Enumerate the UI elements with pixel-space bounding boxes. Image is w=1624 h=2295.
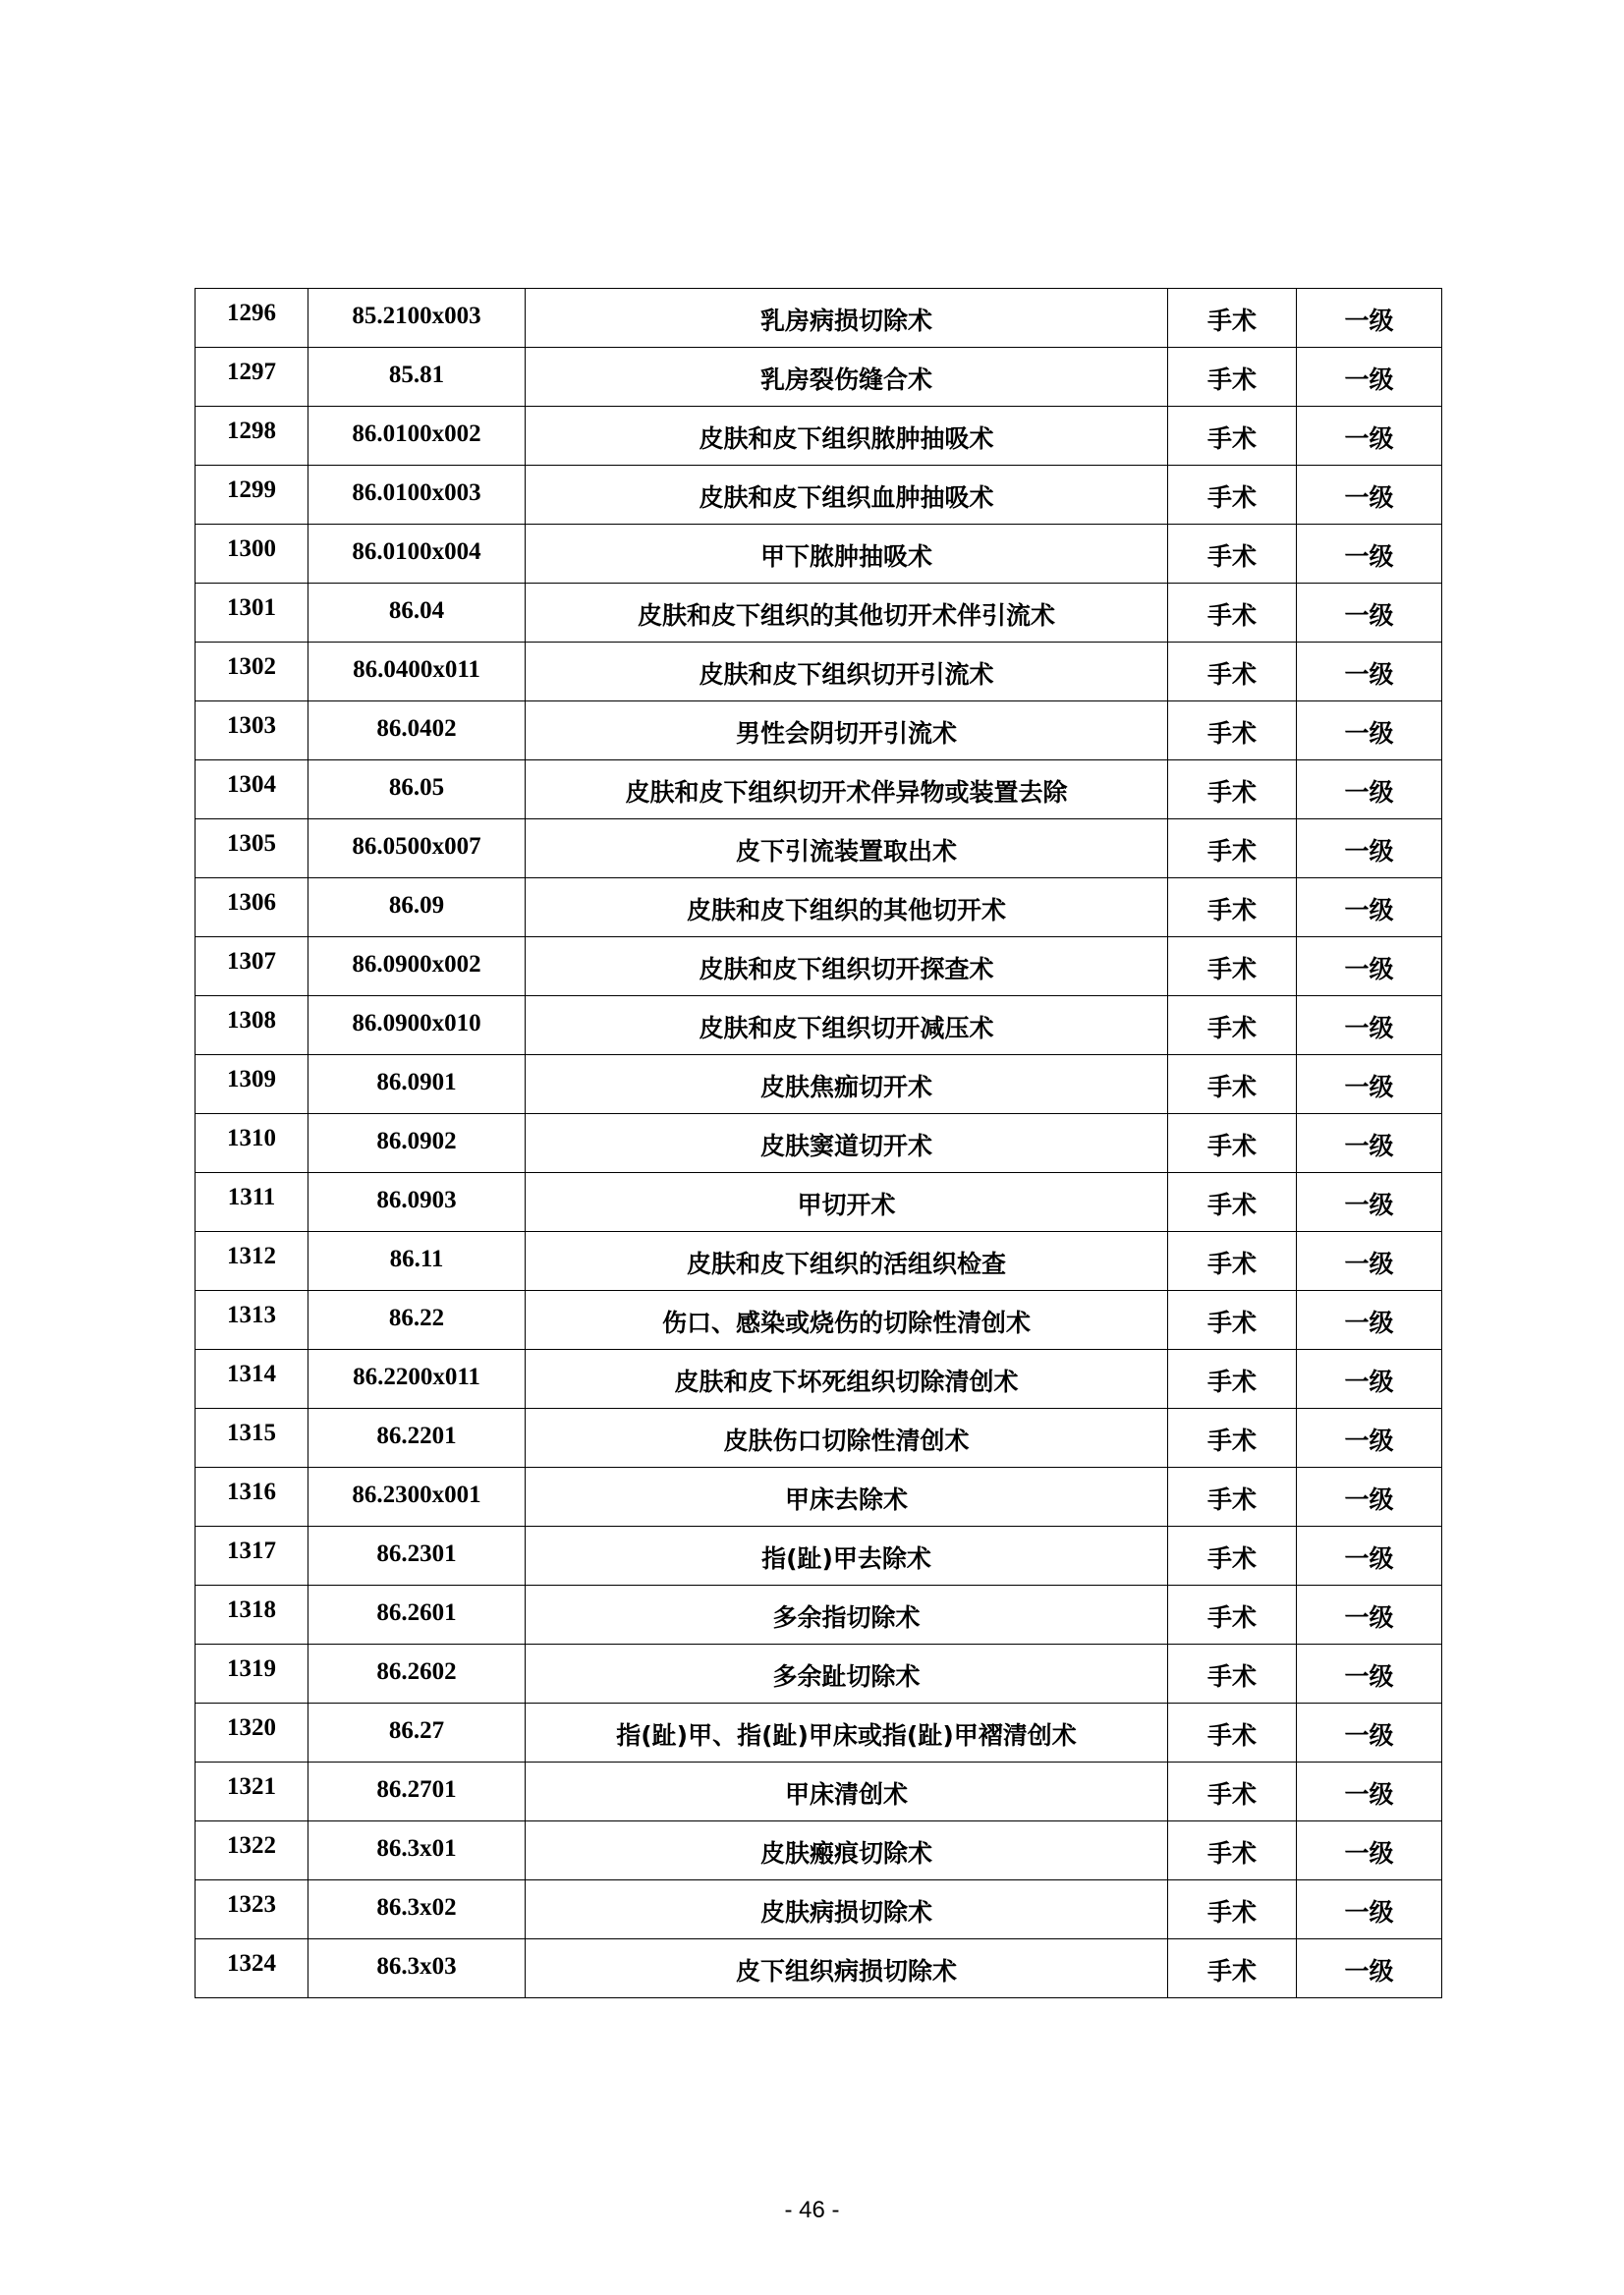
procedure-level-cell: 一级: [1297, 1586, 1442, 1645]
procedure-type-cell: 手术: [1168, 1173, 1297, 1232]
table-row: [196, 1527, 1442, 1586]
row-number-cell: 1320: [196, 1704, 308, 1763]
procedure-name-cell: 皮肤和皮下组织切开探查术: [526, 937, 1168, 996]
procedure-name-cell: 甲床去除术: [526, 1468, 1168, 1527]
procedure-type-cell: 手术: [1168, 1232, 1297, 1291]
procedure-level-cell: 一级: [1297, 878, 1442, 937]
procedure-code-cell: 86.3x01: [308, 1821, 526, 1880]
row-number-cell: 1298: [196, 407, 308, 466]
procedure-level-cell: 一级: [1297, 643, 1442, 701]
procedure-name-cell: 乳房裂伤缝合术: [526, 348, 1168, 407]
row-number-cell: 1300: [196, 525, 308, 584]
row-number-cell: 1312: [196, 1232, 308, 1291]
procedure-type-cell: 手术: [1168, 937, 1297, 996]
procedure-name-cell: 皮肤和皮下坏死组织切除清创术: [526, 1350, 1168, 1409]
procedure-code-cell: 86.05: [308, 760, 526, 819]
procedure-name-cell: 甲床清创术: [526, 1763, 1168, 1821]
procedure-type-cell: 手术: [1168, 1114, 1297, 1173]
table-row: [196, 1645, 1442, 1704]
table-row: [196, 1350, 1442, 1409]
table-row: [196, 1232, 1442, 1291]
row-number-cell: 1311: [196, 1173, 308, 1232]
procedure-code-cell: 86.0500x007: [308, 819, 526, 878]
procedure-name-cell: 皮肤和皮下组织切开减压术: [526, 996, 1168, 1055]
table-row: [196, 1409, 1442, 1468]
procedure-level-cell: 一级: [1297, 1409, 1442, 1468]
procedure-code-cell: 86.3x02: [308, 1880, 526, 1939]
table-row: [196, 584, 1442, 643]
procedure-type-cell: 手术: [1168, 348, 1297, 407]
procedure-code-cell: 86.0402: [308, 701, 526, 760]
procedure-level-cell: 一级: [1297, 937, 1442, 996]
procedure-type-cell: 手术: [1168, 1586, 1297, 1645]
procedure-level-cell: 一级: [1297, 760, 1442, 819]
procedure-name-cell: 甲下脓肿抽吸术: [526, 525, 1168, 584]
procedure-type-cell: 手术: [1168, 1880, 1297, 1939]
row-number-cell: 1301: [196, 584, 308, 643]
row-number-cell: 1304: [196, 760, 308, 819]
procedure-type-cell: 手术: [1168, 1055, 1297, 1114]
procedure-code-cell: 86.2601: [308, 1586, 526, 1645]
procedure-level-cell: 一级: [1297, 289, 1442, 348]
procedure-level-cell: 一级: [1297, 1763, 1442, 1821]
procedure-name-cell: 皮肤伤口切除性清创术: [526, 1409, 1168, 1468]
table-row: [196, 1880, 1442, 1939]
procedure-level-cell: 一级: [1297, 1821, 1442, 1880]
procedure-type-cell: 手术: [1168, 1763, 1297, 1821]
procedure-code-cell: 85.81: [308, 348, 526, 407]
procedure-level-cell: 一级: [1297, 407, 1442, 466]
table-row: [196, 1468, 1442, 1527]
row-number-cell: 1309: [196, 1055, 308, 1114]
procedure-name-cell: 甲切开术: [526, 1173, 1168, 1232]
table-row: [196, 760, 1442, 819]
procedure-name-cell: 皮下组织病损切除术: [526, 1939, 1168, 1998]
procedure-code-cell: 86.0900x010: [308, 996, 526, 1055]
procedure-type-cell: 手术: [1168, 1468, 1297, 1527]
procedure-name-cell: 皮肤和皮下组织的其他切开术: [526, 878, 1168, 937]
procedure-type-cell: 手术: [1168, 1821, 1297, 1880]
procedure-type-cell: 手术: [1168, 466, 1297, 525]
procedure-code-cell: 86.0100x004: [308, 525, 526, 584]
procedure-name-cell: 乳房病损切除术: [526, 289, 1168, 348]
table-row: [196, 1586, 1442, 1645]
procedure-level-cell: 一级: [1297, 1291, 1442, 1350]
procedure-type-cell: 手术: [1168, 1350, 1297, 1409]
table-row: [196, 878, 1442, 937]
procedure-name-cell: 多余趾切除术: [526, 1645, 1168, 1704]
procedure-name-cell: 男性会阴切开引流术: [526, 701, 1168, 760]
row-number-cell: 1317: [196, 1527, 308, 1586]
procedure-name-cell: 皮肤和皮下组织血肿抽吸术: [526, 466, 1168, 525]
table-row: [196, 1173, 1442, 1232]
table-row: [196, 348, 1442, 407]
procedure-type-cell: 手术: [1168, 760, 1297, 819]
procedure-code-cell: 86.27: [308, 1704, 526, 1763]
procedure-name-cell: 皮肤焦痂切开术: [526, 1055, 1168, 1114]
procedure-type-cell: 手术: [1168, 819, 1297, 878]
table-row: [196, 1939, 1442, 1998]
procedure-type-cell: 手术: [1168, 1527, 1297, 1586]
row-number-cell: 1314: [196, 1350, 308, 1409]
procedure-table: [195, 288, 1442, 1998]
procedure-level-cell: 一级: [1297, 1527, 1442, 1586]
row-number-cell: 1323: [196, 1880, 308, 1939]
procedure-name-cell: 皮肤和皮下组织的其他切开术伴引流术: [526, 584, 1168, 643]
procedure-code-cell: 86.2300x001: [308, 1468, 526, 1527]
procedure-type-cell: 手术: [1168, 1409, 1297, 1468]
table-row: [196, 525, 1442, 584]
procedure-code-cell: 86.2201: [308, 1409, 526, 1468]
procedure-name-cell: 伤口、感染或烧伤的切除性清创术: [526, 1291, 1168, 1350]
procedure-name-cell: 多余指切除术: [526, 1586, 1168, 1645]
procedure-name-cell: 皮肤和皮下组织的活组织检查: [526, 1232, 1168, 1291]
procedure-code-cell: 86.22: [308, 1291, 526, 1350]
row-number-cell: 1307: [196, 937, 308, 996]
procedure-type-cell: 手术: [1168, 1291, 1297, 1350]
row-number-cell: 1303: [196, 701, 308, 760]
row-number-cell: 1315: [196, 1409, 308, 1468]
procedure-code-cell: 86.0100x003: [308, 466, 526, 525]
procedure-code-cell: 86.0900x002: [308, 937, 526, 996]
procedure-type-cell: 手术: [1168, 1939, 1297, 1998]
procedure-code-cell: 86.0902: [308, 1114, 526, 1173]
row-number-cell: 1297: [196, 348, 308, 407]
procedure-type-cell: 手术: [1168, 643, 1297, 701]
row-number-cell: 1299: [196, 466, 308, 525]
table-row: [196, 643, 1442, 701]
procedure-type-cell: 手术: [1168, 996, 1297, 1055]
procedure-type-cell: 手术: [1168, 1645, 1297, 1704]
procedure-code-cell: 86.0903: [308, 1173, 526, 1232]
procedure-table-body: [196, 289, 1442, 1998]
procedure-code-cell: 86.2200x011: [308, 1350, 526, 1409]
procedure-type-cell: 手术: [1168, 289, 1297, 348]
table-row: [196, 701, 1442, 760]
table-row: [196, 1291, 1442, 1350]
table-row: [196, 1114, 1442, 1173]
procedure-code-cell: 86.04: [308, 584, 526, 643]
procedure-level-cell: 一级: [1297, 466, 1442, 525]
procedure-code-cell: 86.0100x002: [308, 407, 526, 466]
row-number-cell: 1308: [196, 996, 308, 1055]
procedure-level-cell: 一级: [1297, 1939, 1442, 1998]
procedure-level-cell: 一级: [1297, 525, 1442, 584]
row-number-cell: 1313: [196, 1291, 308, 1350]
row-number-cell: 1322: [196, 1821, 308, 1880]
row-number-cell: 1321: [196, 1763, 308, 1821]
procedure-name-cell: 皮肤和皮下组织切开术伴异物或装置去除: [526, 760, 1168, 819]
procedure-name-cell: 指(趾)甲、指(趾)甲床或指(趾)甲褶清创术: [526, 1704, 1168, 1763]
procedure-type-cell: 手术: [1168, 701, 1297, 760]
procedure-name-cell: 皮肤病损切除术: [526, 1880, 1168, 1939]
procedure-level-cell: 一级: [1297, 996, 1442, 1055]
procedure-code-cell: 86.0901: [308, 1055, 526, 1114]
procedure-level-cell: 一级: [1297, 1232, 1442, 1291]
procedure-type-cell: 手术: [1168, 1704, 1297, 1763]
procedure-type-cell: 手术: [1168, 407, 1297, 466]
procedure-level-cell: 一级: [1297, 584, 1442, 643]
procedure-level-cell: 一级: [1297, 1880, 1442, 1939]
table-row: [196, 1704, 1442, 1763]
table-row: [196, 819, 1442, 878]
row-number-cell: 1306: [196, 878, 308, 937]
procedure-code-cell: 86.2701: [308, 1763, 526, 1821]
table-row: [196, 289, 1442, 348]
procedure-code-cell: 85.2100x003: [308, 289, 526, 348]
procedure-level-cell: 一级: [1297, 819, 1442, 878]
procedure-code-cell: 86.2301: [308, 1527, 526, 1586]
table-row: [196, 1763, 1442, 1821]
procedure-code-cell: 86.09: [308, 878, 526, 937]
procedure-name-cell: 皮肤窦道切开术: [526, 1114, 1168, 1173]
row-number-cell: 1324: [196, 1939, 308, 1998]
procedure-code-cell: 86.2602: [308, 1645, 526, 1704]
table-row: [196, 937, 1442, 996]
row-number-cell: 1316: [196, 1468, 308, 1527]
procedure-name-cell: 皮肤和皮下组织切开引流术: [526, 643, 1168, 701]
procedure-level-cell: 一级: [1297, 1055, 1442, 1114]
procedure-name-cell: 指(趾)甲去除术: [526, 1527, 1168, 1586]
row-number-cell: 1319: [196, 1645, 308, 1704]
procedure-level-cell: 一级: [1297, 1468, 1442, 1527]
procedure-name-cell: 皮肤和皮下组织脓肿抽吸术: [526, 407, 1168, 466]
procedure-code-cell: 86.3x03: [308, 1939, 526, 1998]
procedure-level-cell: 一级: [1297, 1114, 1442, 1173]
row-number-cell: 1318: [196, 1586, 308, 1645]
row-number-cell: 1305: [196, 819, 308, 878]
row-number-cell: 1310: [196, 1114, 308, 1173]
table-row: [196, 466, 1442, 525]
row-number-cell: 1302: [196, 643, 308, 701]
table-row: [196, 1821, 1442, 1880]
procedure-name-cell: 皮下引流装置取出术: [526, 819, 1168, 878]
table-row: [196, 1055, 1442, 1114]
procedure-level-cell: 一级: [1297, 701, 1442, 760]
procedure-type-cell: 手术: [1168, 878, 1297, 937]
procedure-level-cell: 一级: [1297, 1645, 1442, 1704]
procedure-name-cell: 皮肤瘢痕切除术: [526, 1821, 1168, 1880]
procedure-type-cell: 手术: [1168, 525, 1297, 584]
table-row: [196, 407, 1442, 466]
procedure-level-cell: 一级: [1297, 348, 1442, 407]
procedure-level-cell: 一级: [1297, 1350, 1442, 1409]
row-number-cell: 1296: [196, 289, 308, 348]
page-number: - 46 -: [784, 2197, 840, 2223]
procedure-type-cell: 手术: [1168, 584, 1297, 643]
procedure-code-cell: 86.11: [308, 1232, 526, 1291]
procedure-code-cell: 86.0400x011: [308, 643, 526, 701]
table-row: [196, 996, 1442, 1055]
procedure-level-cell: 一级: [1297, 1173, 1442, 1232]
procedure-level-cell: 一级: [1297, 1704, 1442, 1763]
